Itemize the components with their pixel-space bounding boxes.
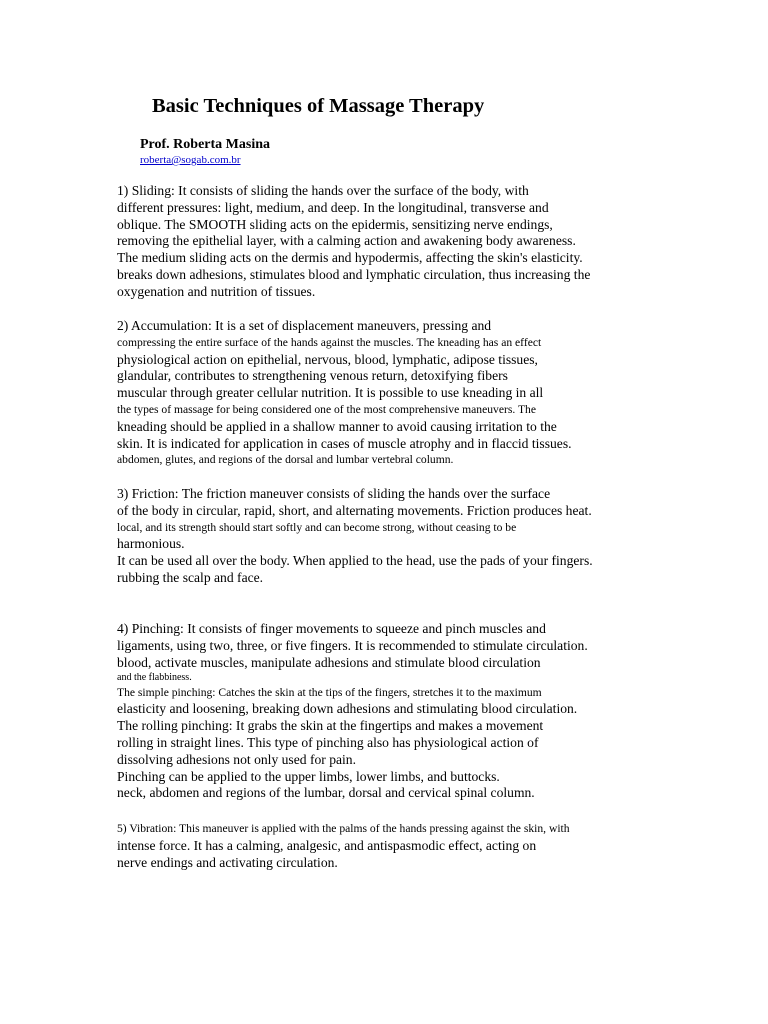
text-line: the types of massage for being considered one of the most comprehensive maneuvers. The xyxy=(117,402,536,416)
text-line: The simple pinching: Catches the skin at the tips of the fingers, stretches it to the maximum xyxy=(117,686,542,700)
author-email-link[interactable]: roberta@sogab.com.br xyxy=(140,154,241,166)
text-line: different pressures: light, medium, and deep. In the longitudinal, transverse and xyxy=(117,199,549,215)
text-line: 2) Accumulation: It is a set of displacement maneuvers, pressing and xyxy=(117,318,492,333)
text-line: elasticity and loosening, breaking down adhesions and stimulating blood circulation. xyxy=(117,701,578,717)
section-sliding xyxy=(117,183,662,301)
author-name: Prof. Roberta Masina xyxy=(140,137,270,152)
text-line: kneading should be applied in a shallow manner to avoid causing irritation to the xyxy=(117,418,557,434)
document-title: Basic Techniques of Massage Therapy xyxy=(152,95,485,117)
text-line: Pinching can be applied to the upper limbs, lower limbs, and buttocks. xyxy=(117,768,500,784)
section-friction xyxy=(117,486,662,587)
text-line: and the flabbiness. xyxy=(117,672,192,684)
text-line: 1) Sliding: It consists of sliding the hands over the surface of the body, with xyxy=(117,183,529,198)
text-line: breaks down adhesions, stimulates blood and lymphatic circulation, thus increasing the xyxy=(117,266,591,282)
text-line: physiological action on epithelial, nervous, blood, lymphatic, adipose tissues, xyxy=(117,351,538,367)
section-pinching xyxy=(117,621,662,802)
text-line: dissolving adhesions not only used for pain. xyxy=(117,751,357,767)
text-line: rolling in straight lines. This type of pinching also has physiological action of xyxy=(117,734,539,750)
text-line: local, and its strength should start softly and can become strong, without ceasing to be xyxy=(117,520,517,534)
text-line: nerve endings and activating circulation. xyxy=(117,854,338,870)
text-line: blood, activate muscles, manipulate adhesions and stimulate blood circulation xyxy=(117,654,541,670)
text-line: removing the epithelial layer, with a calming action and awakening body awareness. xyxy=(117,233,576,249)
text-line: The medium sliding acts on the dermis and hypodermis, affecting the skin's elasticity. xyxy=(117,250,583,266)
section-vibration xyxy=(117,821,662,871)
text-line: It can be used all over the body. When applied to the head, use the pads of your fingers. xyxy=(117,553,593,569)
text-line: oblique. The SMOOTH sliding acts on the epidermis, sensitizing nerve endings, xyxy=(117,216,553,232)
text-line: The rolling pinching: It grabs the skin at the fingertips and makes a movement xyxy=(117,718,544,734)
text-line: 4) Pinching: It consists of finger movements to squeeze and pinch muscles and xyxy=(117,621,546,636)
text-line: neck, abdomen and regions of the lumbar, dorsal and cervical spinal column. xyxy=(117,785,535,801)
text-line: rubbing the scalp and face. xyxy=(117,569,264,585)
text-line: compressing the entire surface of the hands against the muscles. The kneading has an effect xyxy=(117,335,542,349)
text-line: 5) Vibration: This maneuver is applied with the palms of the hands pressing against the skin, with xyxy=(117,822,570,835)
text-line: 3) Friction: The friction maneuver consists of sliding the hands over the surface xyxy=(117,486,551,501)
text-line: of the body in circular, rapid, short, and alternating movements. Friction produces heat. xyxy=(117,502,592,518)
text-line: harmonious. xyxy=(117,536,185,552)
text-line: glandular, contributes to strengthening venous return, detoxifying fibers xyxy=(117,368,508,384)
text-line: oxygenation and nutrition of tissues. xyxy=(117,283,316,299)
text-line: abdomen, glutes, and regions of the dorsal and lumbar vertebral column. xyxy=(117,453,454,467)
text-line: ligaments, using two, three, or five fingers. It is recommended to stimulate circulation. xyxy=(117,637,588,653)
section-accumulation xyxy=(117,318,662,469)
text-line: intense force. It has a calming, analgesic, and antispasmodic effect, acting on xyxy=(117,837,537,853)
text-line: muscular through greater cellular nutrition. It is possible to use kneading in all xyxy=(117,385,544,401)
text-line: skin. It is indicated for application in cases of muscle atrophy and in flaccid tissues. xyxy=(117,435,572,451)
